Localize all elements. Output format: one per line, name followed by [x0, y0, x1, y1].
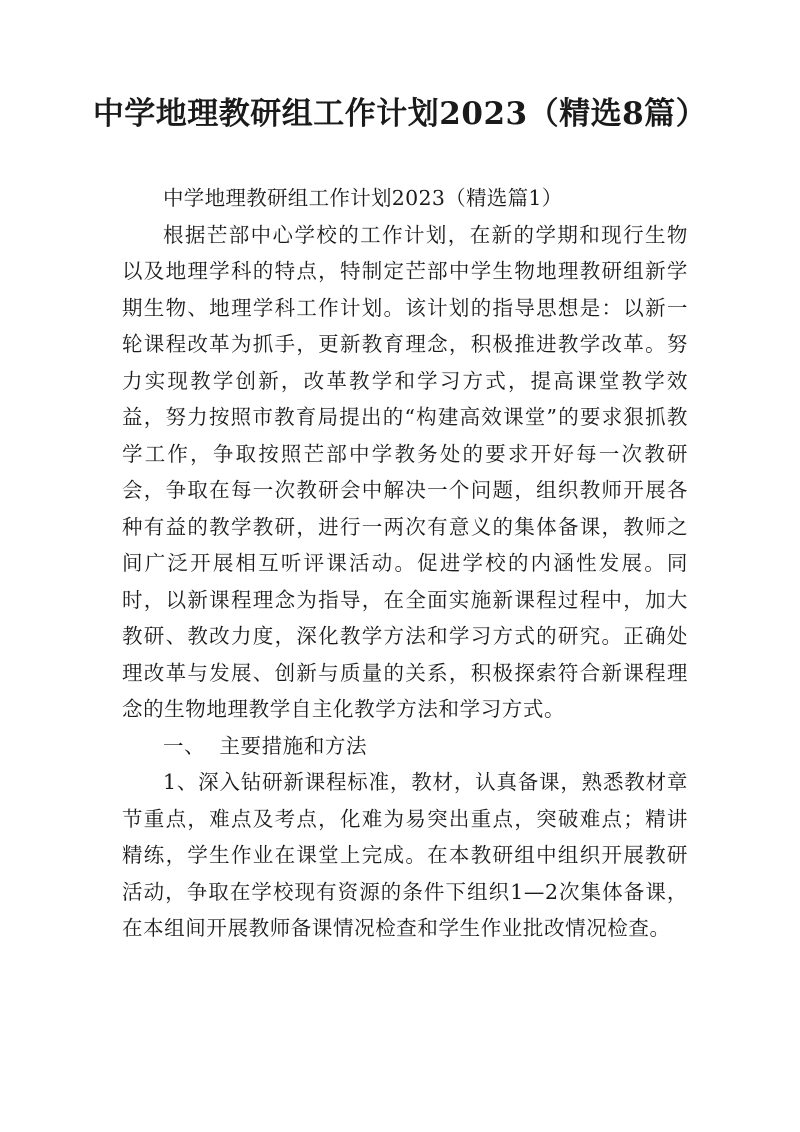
document-body — [122, 180, 688, 947]
intro-paragraph: 根据芒部中心学校的工作计划，在新的学期和现行生物以及地理学科的特点，特制定芒部中学生物地理教研组新学期生物、地理学科工作计划。该计划的指导思想是：以新一轮课程改革为抓手，更新教育理念，积极推进教学改革。努力实现教学创新，改革教学和学习方式，提高课堂教学效益，努力按照市教育局提出的“构建高效课堂”的要求狠抓教学工作，争取按照芒部中学教务处的要求开好每一次教研会，争取在每一次教研会中解决一个问题，组织教师开展各种有益的教学教研，进行一两次有意义的集体备课，教师之间广泛开展相互听评课活动。促进学校的内涵性发展。同时，以新课程理念为指导，在全面实施新课程过程中，加大教研、教改力度，深化教学方法和学习方式的研究。正确处理改革与发展、创新与质量的关系，积极探索符合新课程理念的生物地理教学自主化教学方法和学习方式。 — [122, 222, 688, 721]
document-title: 中学地理教研组工作计划2023（精选8篇） — [92, 96, 708, 132]
section-title: 中学地理教研组工作计划2023（精选篇1） — [163, 186, 563, 210]
section-heading-measures: 一、 主要措施和方法 — [163, 733, 368, 758]
measure-paragraph-1: 1、深入钻研新课程标准，教材，认真备课，熟悉教材章节重点，难点及考点，化难为易突出重点，突破难点；精讲精练，学生作业在课堂上完成。在本教研组中组织开展教研活动，争取在学校现有资源的条件下组织1—2次集体备课，在本组间开展教师备课情况检查和学生作业批改情况检查。 — [122, 770, 688, 940]
